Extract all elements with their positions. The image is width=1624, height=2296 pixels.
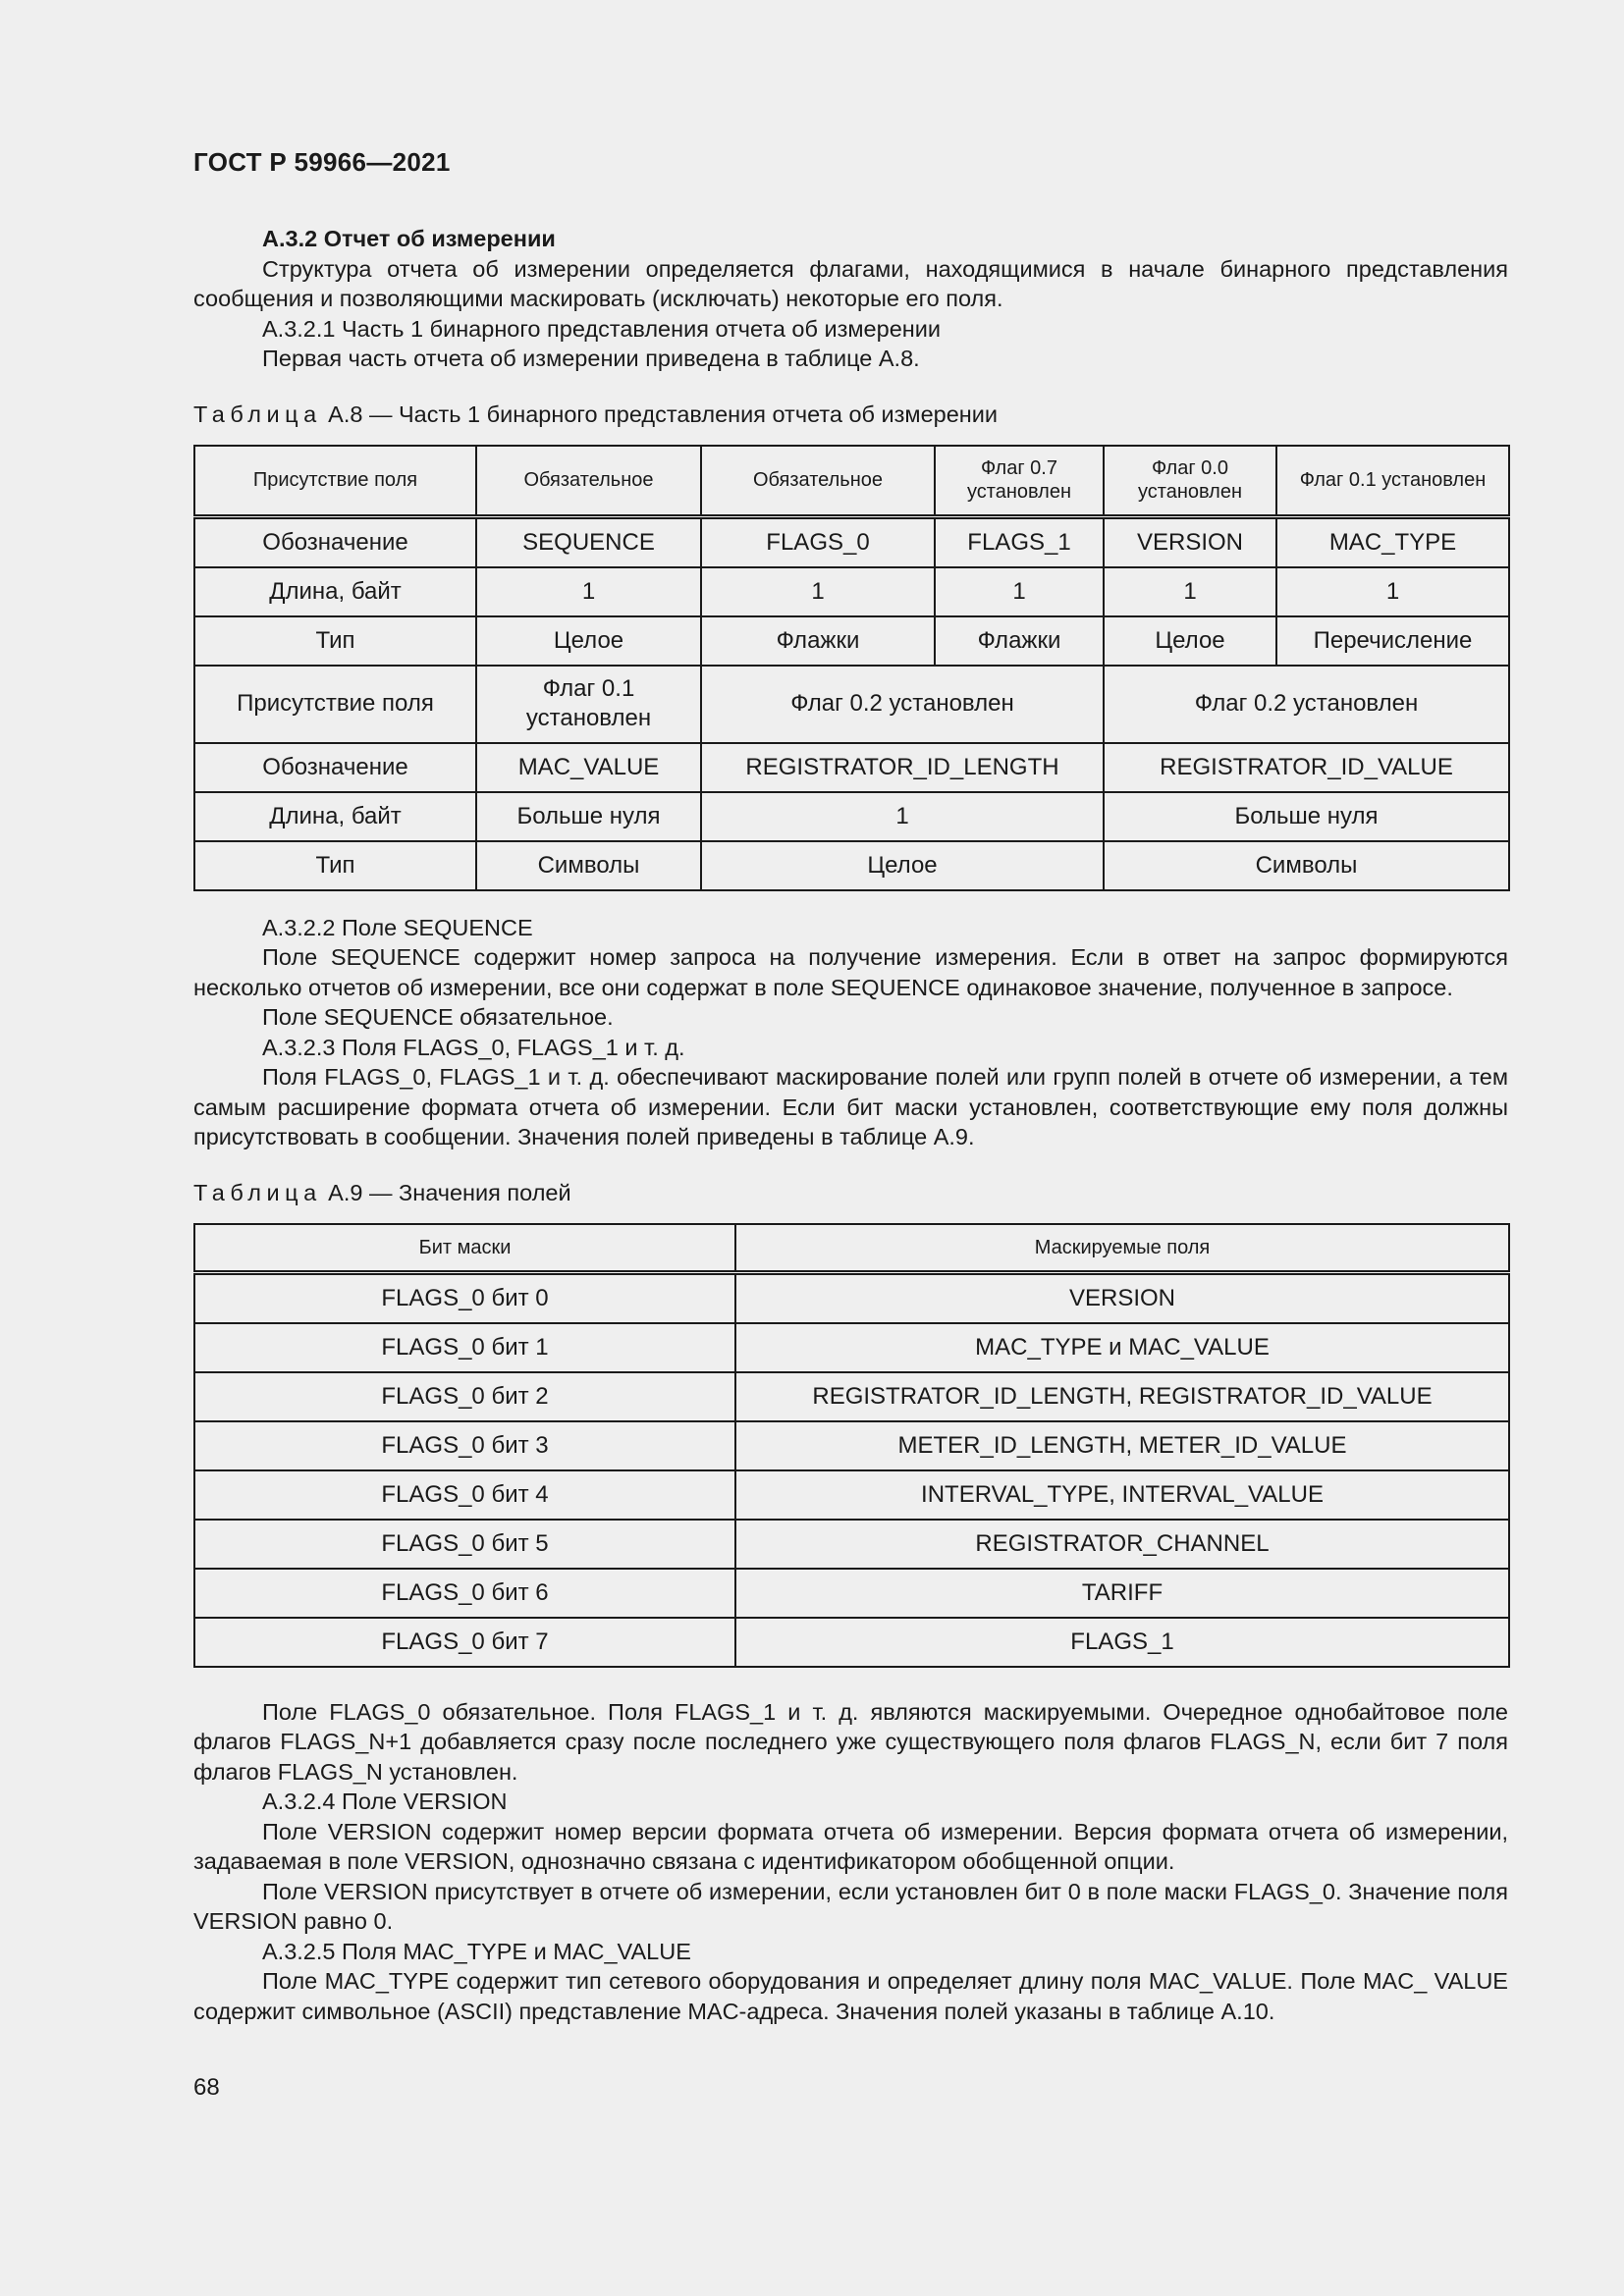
table-cell: REGISTRATOR_ID_LENGTH, REGISTRATOR_ID_VALUE [735,1372,1509,1421]
table-cell: FLAGS_0 бит 6 [194,1569,735,1618]
subsection-title: А.3.2.2 Поле SEQUENCE [262,914,533,940]
table-cell: SEQUENCE [476,516,701,567]
table-cell: Больше нуля [476,792,701,841]
table-cell: FLAGS_0 бит 2 [194,1372,735,1421]
table-row [194,1618,1509,1667]
table-cell: 1 [1276,567,1509,616]
table-cell: Флаг 0.7 установлен [935,446,1104,517]
table-cell: TARIFF [735,1569,1509,1618]
table-row [194,516,1509,567]
paragraph: Поле FLAGS_0 обязательное. Поля FLAGS_1 и т. д. являются маскируемыми. Очередное однобайтовое поле флагов FLAGS_N+1 добавляется сразу после последнего уже существующего поля флагов FLAGS_N, если бит 7 поля флагов FLAGS_N установлен. [193,1698,1508,1785]
table-cell: Обязательное [701,446,935,517]
table-row [194,1323,1509,1372]
table-cell: Больше нуля [1104,792,1509,841]
page-content [193,224,1508,2026]
table-cell: Обязательное [476,446,701,517]
table-row [194,1520,1509,1569]
table-cell: Перечисление [1276,616,1509,666]
table-cell: Тип [194,841,476,890]
table-cell: VERSION [735,1272,1509,1323]
table-cell: FLAGS_0 [701,516,935,567]
table-cell: Присутствие поля [194,446,476,517]
table-cell: Целое [1104,616,1276,666]
table-cell: Символы [476,841,701,890]
caption-word: Таблица [193,400,322,427]
table-row [194,567,1509,616]
paragraph: Поля FLAGS_0, FLAGS_1 и т. д. обеспечивают маскирование полей или групп полей в отчете об измерении, а тем самым расширение формата отчета об измерении. Если бит маски установлен, соответствующие ему поля должны присутствовать в сообщении. Значения полей приведены в таблице А.9. [193,1064,1508,1149]
table-cell: FLAGS_0 бит 7 [194,1618,735,1667]
caption-word: Таблица [193,1179,322,1205]
table-row [194,1224,1509,1273]
table-cell: FLAGS_0 бит 1 [194,1323,735,1372]
table-row [194,446,1509,517]
table-row [194,841,1509,890]
table-cell: Символы [1104,841,1509,890]
table-cell: FLAGS_1 [935,516,1104,567]
subsection-title: А.3.2.3 Поля FLAGS_0, FLAGS_1 и т. д. [262,1034,685,1060]
table-cell: MAC_VALUE [476,743,701,792]
subsection-title: А.3.2.5 Поля MAC_TYPE и MAC_VALUE [262,1938,691,1964]
caption-text: А.9 — Значения полей [321,1179,571,1205]
table-cell: Обозначение [194,743,476,792]
table-cell: Длина, байт [194,567,476,616]
table-cell: FLAGS_1 [735,1618,1509,1667]
paragraph: Структура отчета об измерении определяется флагами, находящимися в начале бинарного представления сообщения и позволяющими маскировать (исключать) некоторые его поля. [193,255,1508,311]
table-a8 [193,445,1510,891]
subsection-title: А.3.2.1 Часть 1 бинарного представления отчета об измерении [262,315,941,342]
table-cell: METER_ID_LENGTH, METER_ID_VALUE [735,1421,1509,1470]
document-header: ГОСТ Р 59966—2021 [193,147,451,177]
table-cell: Флаг 0.2 установлен [701,666,1104,743]
table-caption [193,400,1508,429]
table-cell: Присутствие поля [194,666,476,743]
table-cell: 1 [935,567,1104,616]
table-row [194,1569,1509,1618]
caption-text: А.8 — Часть 1 бинарного представления отчета об измерении [321,400,999,427]
paragraph: Поле VERSION содержит номер версии формата отчета об измерении. Версия формата отчета об измерении, задаваемая в поле VERSION, однозначно связана с идентификатором обобщенной опции. [193,1818,1508,1874]
subsection-title: А.3.2.4 Поле VERSION [262,1789,508,1814]
table-cell: 1 [701,567,935,616]
paragraph: Поле SEQUENCE обязательное. [262,1004,614,1030]
table-row [194,666,1509,743]
paragraph: Поле MAC_TYPE содержит тип сетевого оборудования и определяет длину поля MAC_VALUE. Поле MAC_ VALUE содержит символьное (ASCII) представление MAC-адреса. Значения полей указаны в таблице А.10. [193,1968,1508,2024]
table-cell: 1 [701,792,1104,841]
paragraph: Поле SEQUENCE содержит номер запроса на получение измерения. Если в ответ на запрос формируются несколько отчетов об измерении, все они содержат в поле SEQUENCE одинаковое значение, полученное в запросе. [193,944,1508,1000]
table-cell: Флаг 0.0 установлен [1104,446,1276,517]
table-row [194,1421,1509,1470]
table-cell: MAC_TYPE и MAC_VALUE [735,1323,1509,1372]
table-cell: 1 [476,567,701,616]
table-row [194,1272,1509,1323]
table-cell: FLAGS_0 бит 0 [194,1272,735,1323]
section-heading: А.3.2 Отчет об измерении [262,226,556,251]
table-cell: FLAGS_0 бит 5 [194,1520,735,1569]
table-cell: Тип [194,616,476,666]
table-cell: REGISTRATOR_ID_LENGTH [701,743,1104,792]
table-cell: MAC_TYPE [1276,516,1509,567]
table-cell: Целое [476,616,701,666]
table-cell: 1 [1104,567,1276,616]
page-number: 68 [193,2074,220,2101]
paragraph: Первая часть отчета об измерении приведена в таблице А.8. [262,346,920,371]
table-row [194,616,1509,666]
table-cell: Целое [701,841,1104,890]
table-cell: Флажки [701,616,935,666]
table-cell: FLAGS_0 бит 4 [194,1470,735,1520]
table-header-cell: Маскируемые поля [735,1224,1509,1273]
table-cell: FLAGS_0 бит 3 [194,1421,735,1470]
table-a9 [193,1223,1510,1668]
table-row [194,743,1509,792]
table-cell: INTERVAL_TYPE, INTERVAL_VALUE [735,1470,1509,1520]
table-caption [193,1178,1508,1207]
table-cell: Флаг 0.2 установлен [1104,666,1509,743]
table-header-cell: Бит маски [194,1224,735,1273]
table-row [194,792,1509,841]
table-cell: Длина, байт [194,792,476,841]
table-row [194,1470,1509,1520]
table-cell: REGISTRATOR_ID_VALUE [1104,743,1509,792]
table-cell: Флаг 0.1 установлен [476,666,701,743]
paragraph: Поле VERSION присутствует в отчете об измерении, если установлен бит 0 в поле маски FLAGS_0. Значение поля VERSION равно 0. [193,1878,1508,1934]
table-cell: Обозначение [194,516,476,567]
table-cell: Флаг 0.1 установлен [1276,446,1509,517]
table-row [194,1372,1509,1421]
table-cell: VERSION [1104,516,1276,567]
table-cell: REGISTRATOR_CHANNEL [735,1520,1509,1569]
table-cell: Флажки [935,616,1104,666]
